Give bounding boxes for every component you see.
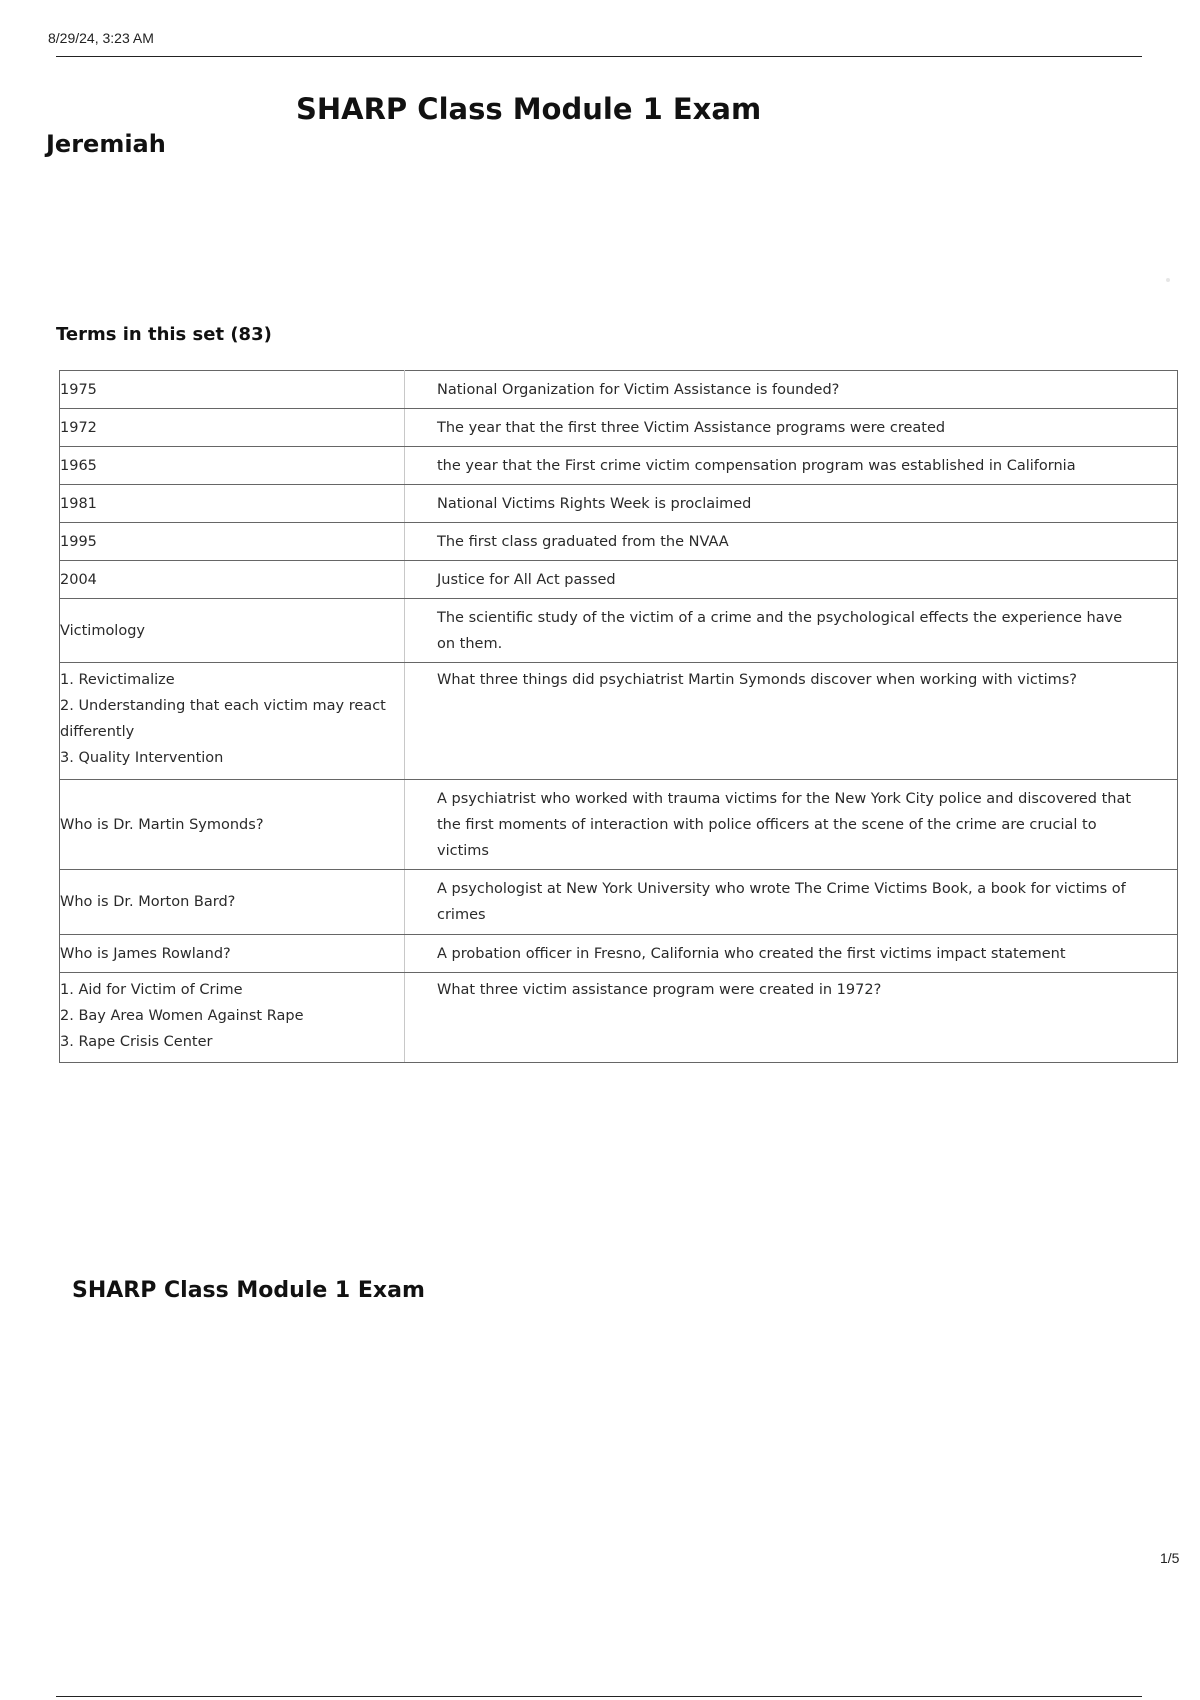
definition-cell: The scientific study of the victim of a crime and the psychological effects the experience have on them. <box>405 599 1178 663</box>
definition-cell: National Organization for Victim Assistance is founded? <box>405 371 1178 409</box>
table-row <box>60 870 1178 935</box>
page-title: SHARP Class Module 1 Exam <box>296 92 762 126</box>
definition-cell: What three things did psychiatrist Martin Symonds discover when working with victims? <box>405 663 1178 780</box>
term-cell: 2004 <box>60 561 405 599</box>
table-row <box>60 447 1178 485</box>
table-row <box>60 935 1178 973</box>
term-cell: 1995 <box>60 523 405 561</box>
term-cell: Victimology <box>60 599 405 663</box>
decorative-dot <box>1166 278 1170 282</box>
term-cell: 1. Revictimalize 2. Understanding that each victim may react differently 3. Quality Intervention <box>60 663 405 780</box>
definition-cell: What three victim assistance program were created in 1972? <box>405 973 1178 1063</box>
table-row <box>60 371 1178 409</box>
definition-cell: The year that the first three Victim Assistance programs were created <box>405 409 1178 447</box>
term-cell: Who is Dr. Morton Bard? <box>60 870 405 935</box>
definition-cell: A psychologist at New York University who wrote The Crime Victims Book, a book for victims of crimes <box>405 870 1178 935</box>
term-cell: 1. Aid for Victim of Crime 2. Bay Area Women Against Rape 3. Rape Crisis Center <box>60 973 405 1063</box>
table-row <box>60 780 1178 870</box>
table-row <box>60 409 1178 447</box>
table-row <box>60 485 1178 523</box>
term-cell: 1965 <box>60 447 405 485</box>
term-cell: 1981 <box>60 485 405 523</box>
footer-title: SHARP Class Module 1 Exam <box>72 1278 425 1303</box>
term-cell: 1975 <box>60 371 405 409</box>
definition-cell: Justice for All Act passed <box>405 561 1178 599</box>
table-row <box>60 599 1178 663</box>
definition-cell: The first class graduated from the NVAA <box>405 523 1178 561</box>
table-row <box>60 523 1178 561</box>
table-row <box>60 973 1178 1063</box>
terms-count-heading: Terms in this set (83) <box>56 324 272 345</box>
table-row <box>60 561 1178 599</box>
definition-cell: A psychiatrist who worked with trauma victims for the New York City police and discovered that the first moments of interaction with police officers at the scene of the crime are crucial to victims <box>405 780 1178 870</box>
definition-cell: the year that the First crime victim compensation program was established in California <box>405 447 1178 485</box>
definition-cell: A probation officer in Fresno, California who created the first victims impact statement <box>405 935 1178 973</box>
header-divider <box>56 56 1142 57</box>
definition-cell: National Victims Rights Week is proclaimed <box>405 485 1178 523</box>
term-cell: Who is James Rowland? <box>60 935 405 973</box>
print-timestamp: 8/29/24, 3:23 AM <box>48 30 154 46</box>
footer-divider <box>56 1696 1142 1697</box>
table-row <box>60 663 1178 780</box>
term-cell: 1972 <box>60 409 405 447</box>
author-name: Jeremiah <box>46 130 166 158</box>
page-number: 1/5 <box>1160 1550 1180 1566</box>
terms-table <box>59 370 1178 1063</box>
term-cell: Who is Dr. Martin Symonds? <box>60 780 405 870</box>
